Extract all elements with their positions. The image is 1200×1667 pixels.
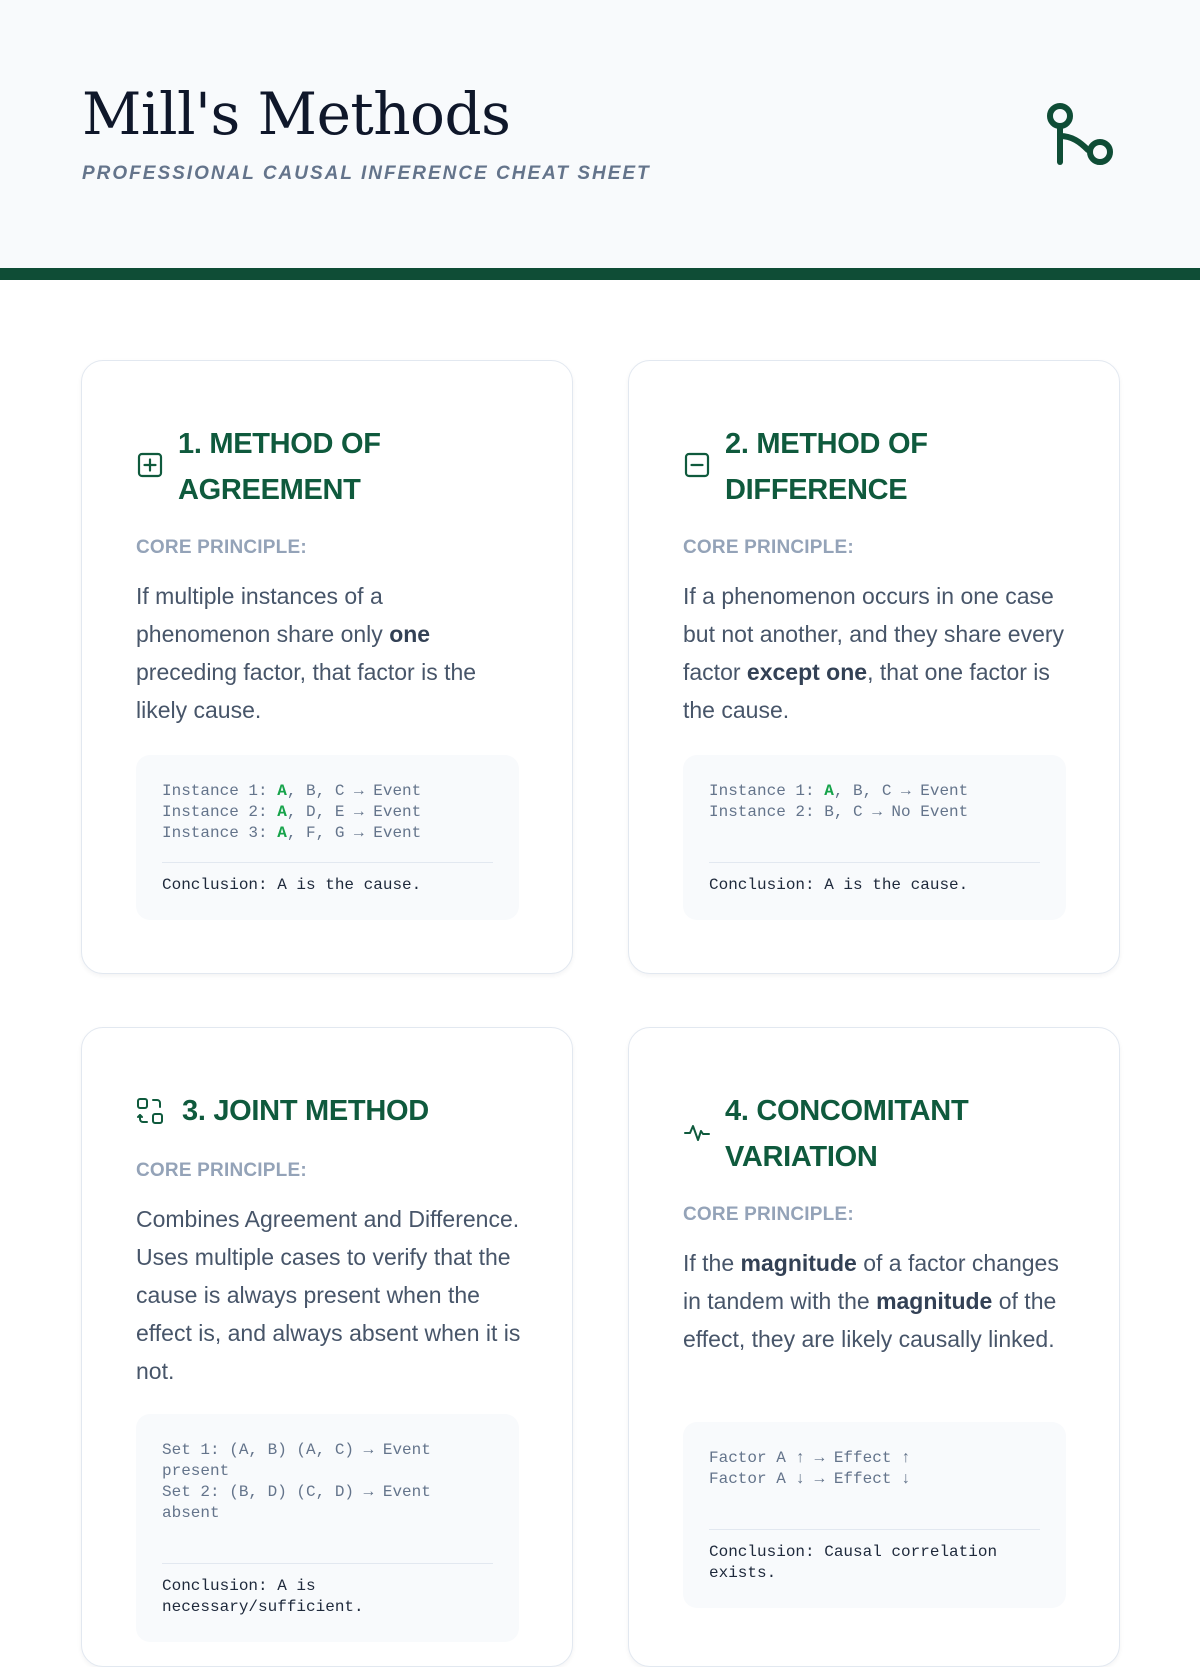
core-principle-text: Combines Agreement and Difference. Uses multiple cases to verify that the cause is always present when the effect is, and always absent when it is not. [136,1206,521,1384]
example-divider [709,1529,1040,1530]
example-conclusion: Conclusion: A is the cause. [709,876,969,894]
method-card-difference [628,360,1120,974]
core-principle-text: If a phenomenon occurs in one case but not another, and they share every factor except one, that one factor is the cause. [683,583,1065,723]
example-line: Instance 1: A, B, C → Event [709,782,969,800]
core-principle-text: If multiple instances of a phenomenon share only one preceding factor, that factor is the likely cause. [136,583,477,723]
example-divider [162,1563,493,1564]
example-block [683,755,1066,920]
plus-square-icon [136,451,164,479]
card-title: 2. METHOD OF DIFFERENCE [725,428,928,506]
example-line: Set 1: (A, B) (A, C) → Event present [162,1441,441,1480]
example-spacer [709,1490,1040,1511]
example-block [136,1414,519,1642]
example-line: Instance 3: A, F, G → Event [162,824,422,842]
example-divider [162,862,493,863]
method-card-concomitant [628,1027,1120,1667]
core-principle-label: CORE PRINCIPLE: [683,537,854,558]
merge-squares-icon [136,1097,164,1125]
core-principle-text: If the magnitude of a factor changes in tandem with the magnitude of the effect, they are likely causally linked. [683,1250,1059,1352]
example-line: Instance 2: A, D, E → Event [162,803,422,821]
method-card-joint [81,1027,573,1667]
page-subtitle: PROFESSIONAL CAUSAL INFERENCE CHEAT SHEET [82,163,651,184]
git-branch-icon [1040,96,1120,176]
card-title: 4. CONCOMITANT VARIATION [725,1095,969,1173]
example-conclusion: Conclusion: Causal correlation exists. [709,1543,1007,1582]
example-spacer [162,1524,493,1545]
core-principle-label: CORE PRINCIPLE: [683,1204,854,1225]
example-line: Factor A ↓ → Effect ↓ [709,1470,911,1488]
header-accent-bar [0,268,1200,280]
example-block [136,755,519,920]
activity-pulse-icon [683,1118,711,1146]
page-title: Mill's Methods [82,80,511,148]
core-principle-label: CORE PRINCIPLE: [136,1160,307,1181]
card-title: 1. METHOD OF AGREEMENT [178,428,381,506]
core-principle-label: CORE PRINCIPLE: [136,537,307,558]
example-conclusion: Conclusion: A is necessary/sufficient. [162,1577,364,1616]
example-block [683,1422,1066,1608]
method-card-agreement [81,360,573,974]
example-line: Instance 1: A, B, C → Event [162,782,422,800]
example-conclusion: Conclusion: A is the cause. [162,876,422,894]
page-header [0,0,1200,268]
example-line: Factor A ↑ → Effect ↑ [709,1449,911,1467]
example-divider [709,862,1040,863]
minus-square-icon [683,451,711,479]
example-line: Set 2: (B, D) (C, D) → Event absent [162,1483,441,1522]
example-spacer [709,823,1040,844]
example-line: Instance 2: B, C → No Event [709,803,969,821]
card-title: 3. JOINT METHOD [182,1095,429,1127]
